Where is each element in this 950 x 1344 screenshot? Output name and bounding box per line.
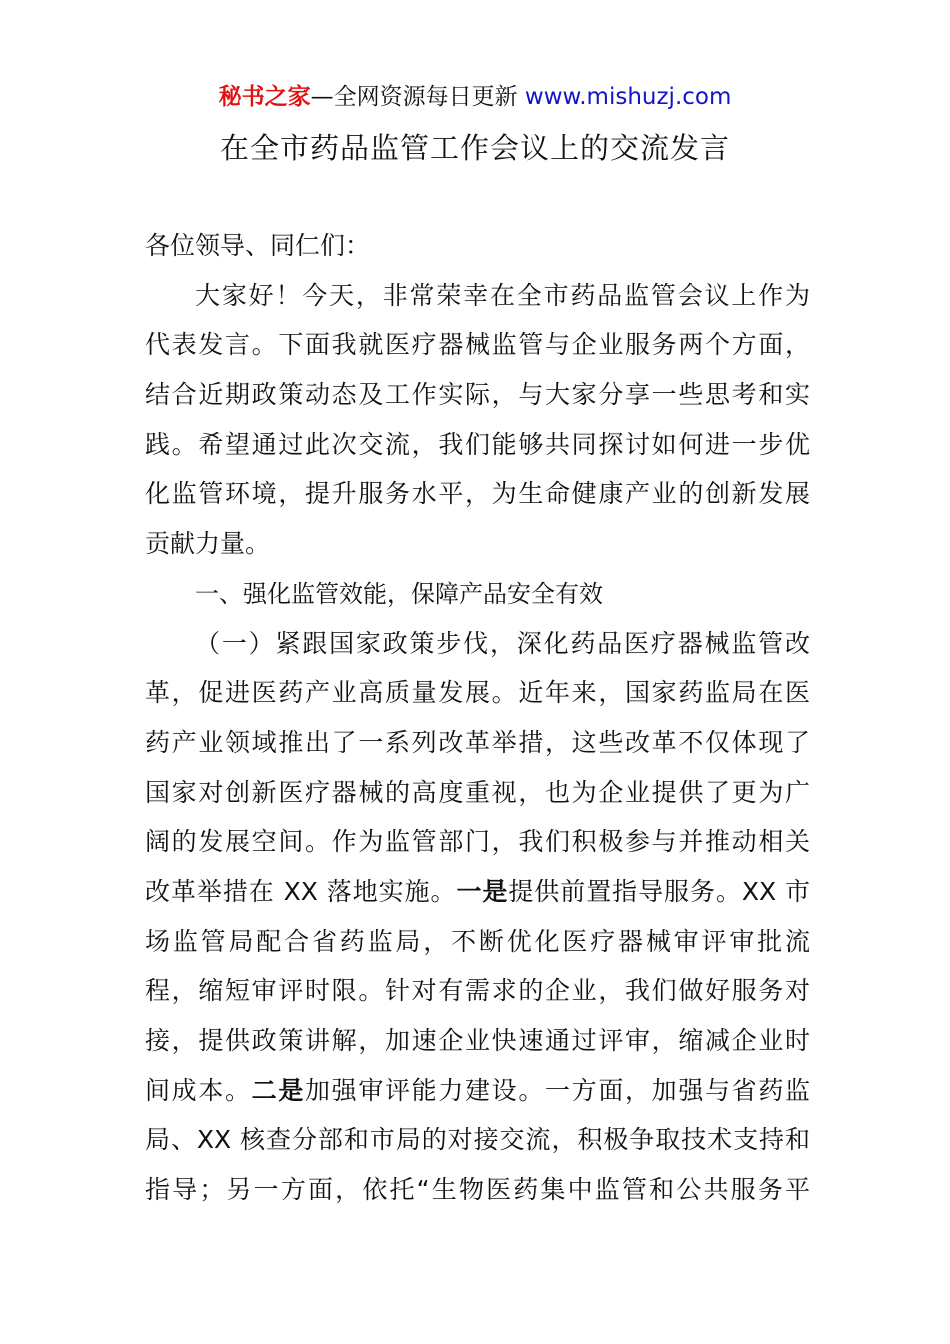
para1-line-8: 程，缩短审评时限。针对有需求的企业，我们做好服务对: [145, 976, 810, 1006]
para1-line-6: [145, 871, 810, 921]
para1-line-2: 革，促进医药产业高质量发展。近年来，国家药监局在医: [145, 678, 810, 708]
intro-line-3: 结合近期政策动态及工作实际，与大家分享一些思考和实: [145, 380, 810, 410]
para1-line-11: 局、XX 核查分部和市局的对接交流，积极争取技术支持和: [145, 1125, 810, 1155]
intro-line-6: 贡献力量。: [145, 529, 271, 559]
para1-line-5: 阔的发展空间。作为监管部门，我们积极参与并推动相关: [145, 827, 810, 857]
site-header: [0, 80, 950, 114]
para1-line-12: 指导；另一方面，依托“生物医药集中监管和公共服务平: [145, 1175, 810, 1205]
document-body: [145, 225, 810, 1219]
para1-line-10: [145, 1070, 810, 1120]
text-segment: 间成本。: [145, 1075, 252, 1105]
intro-line-5: 化监管环境，提升服务水平，为生命健康产业的创新发展: [145, 479, 810, 509]
site-tagline: —全网资源每日更新: [310, 84, 518, 110]
emphasis-second: 二是: [251, 1075, 306, 1105]
intro-line-1: 大家好！今天，非常荣幸在全市药品监管会议上作为: [195, 280, 810, 310]
text-segment: 提供前置指导服务。XX 市: [508, 876, 810, 906]
para1-line-9: 接，提供政策讲解，加速企业快速通过评审，缩减企业时: [145, 1026, 810, 1055]
intro-line-4: 践。希望通过此次交流，我们能够共同探讨如何进一步优: [145, 429, 810, 459]
emphasis-first: 一是: [456, 876, 509, 906]
para1-line-1: （一）紧跟国家政策步伐，深化药品医疗器械监管改: [195, 628, 810, 658]
para1-line-4: 国家对创新医疗器械的高度重视，也为企业提供了更为广: [145, 777, 810, 807]
text-segment: 加强审评能力建设。一方面，加强与省药监: [305, 1075, 810, 1105]
site-url[interactable]: www.mishuzj.com: [524, 84, 732, 110]
para1-line-3: 药产业领域推出了一系列改革举措，这些改革不仅体现了: [145, 727, 810, 757]
text-segment: 改革举措在 XX 落地实施。: [145, 876, 457, 906]
para1-line-7: 场监管局配合省药监局，不断优化医疗器械审评审批流: [145, 926, 810, 956]
document-title: 在全市药品监管工作会议上的交流发言: [219, 131, 730, 165]
salutation: 各位领导、同仁们：: [145, 231, 371, 260]
intro-line-2: 代表发言。下面我就医疗器械监管与企业服务两个方面，: [145, 330, 810, 360]
site-brand: 秘书之家: [218, 84, 311, 110]
section-heading: 一、强化监管效能，保障产品安全有效: [195, 579, 603, 608]
